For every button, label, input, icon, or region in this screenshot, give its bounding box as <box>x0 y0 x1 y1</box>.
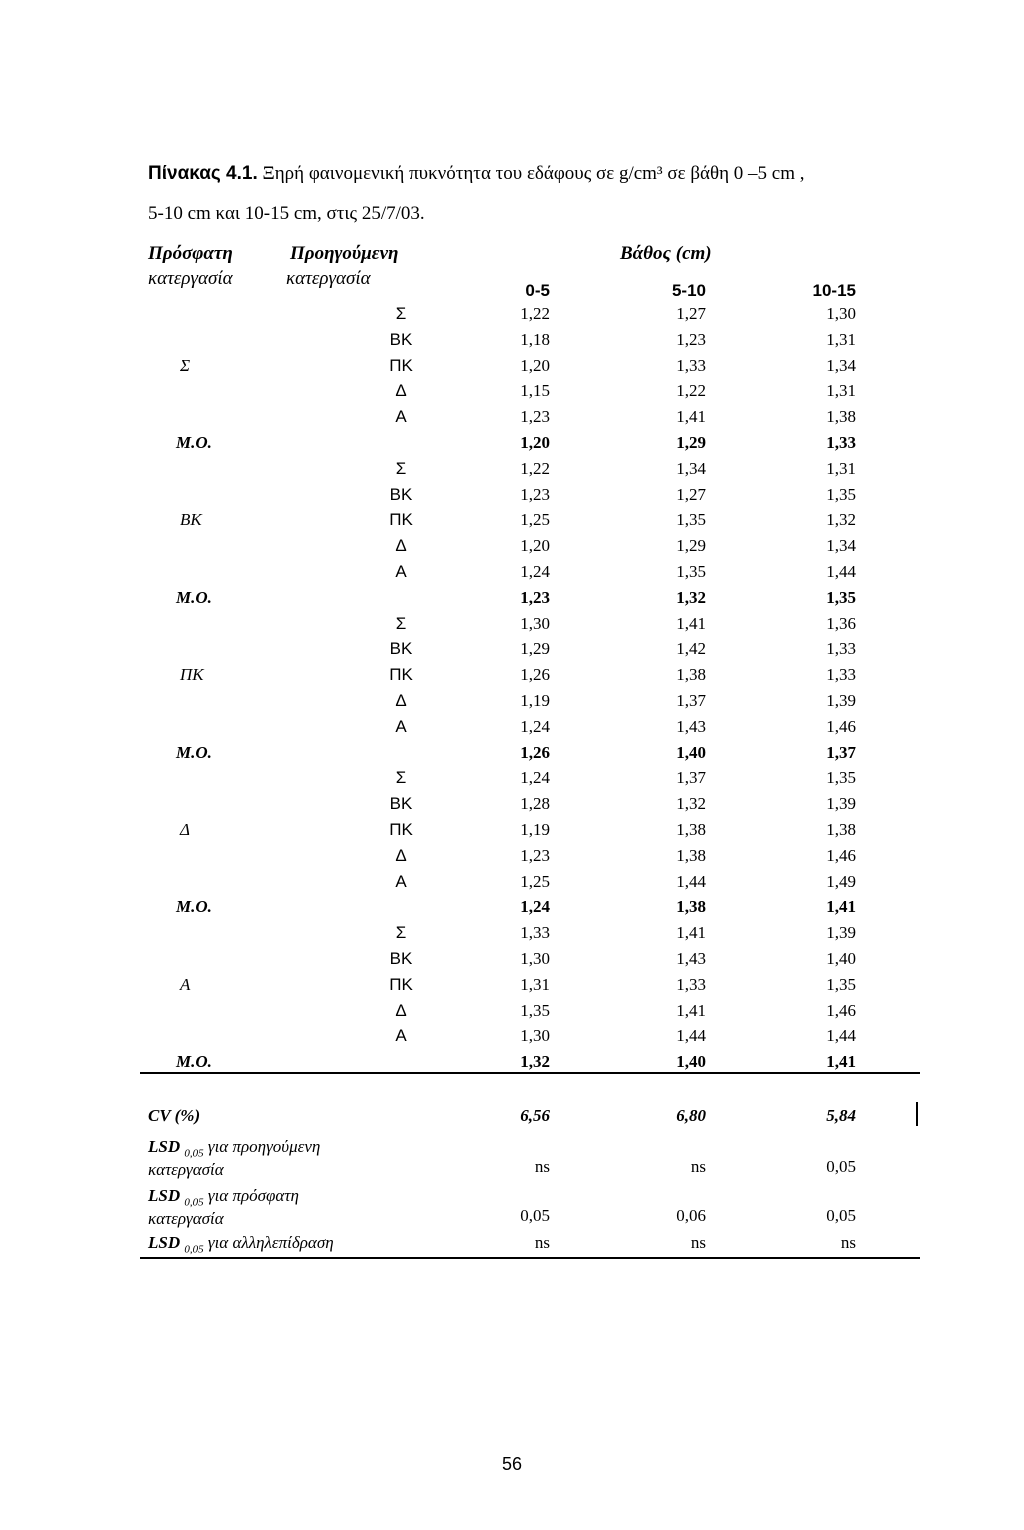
cell-depth-1: 1,26 <box>520 743 550 762</box>
table-row <box>0 820 1024 846</box>
header-depth: Βάθος (cm) <box>620 243 712 264</box>
cell-depth-1: 1,24 <box>520 717 550 736</box>
cell-depth-3: 1,44 <box>826 562 856 581</box>
mean-label: Μ.Ο. <box>176 433 212 452</box>
caption-text-1: Ξηρή φαινομενική πυκνότητα του εδάφους σε g/cm³ σε βάθη 0 –5 cm , <box>262 163 805 184</box>
cell-depth-2: 1,35 <box>676 510 706 529</box>
header-previous-line2: κατεργασία <box>286 268 371 289</box>
cell-depth-2: 1,32 <box>676 588 706 607</box>
cell-depth-1: 1,31 <box>520 975 550 994</box>
cell-depth-3: 1,44 <box>826 1026 856 1045</box>
previous-treatment-label: ΒΚ <box>389 949 413 968</box>
table-row <box>0 459 1024 485</box>
previous-treatment-label: ΒΚ <box>389 794 413 813</box>
cell-depth-1: 1,22 <box>520 304 550 323</box>
mean-row <box>0 588 1024 614</box>
table-row <box>0 1026 1024 1052</box>
mean-label: Μ.Ο. <box>176 1052 212 1071</box>
cell-depth-1: 1,32 <box>520 1052 550 1071</box>
cell-depth-3: 1,39 <box>826 691 856 710</box>
cell-depth-2: 1,29 <box>676 433 706 452</box>
table-row <box>0 562 1024 588</box>
cell-depth-2: 1,43 <box>676 717 706 736</box>
header-depth-0-5: 0-5 <box>525 281 550 300</box>
cell-depth-3: 1,32 <box>826 510 856 529</box>
previous-treatment-label: ΠΚ <box>389 356 413 375</box>
cell-depth-1: 1,23 <box>520 485 550 504</box>
previous-treatment-label: Σ <box>395 923 407 942</box>
cell-depth-1: 1,28 <box>520 794 550 813</box>
cell-depth-2: 1,42 <box>676 639 706 658</box>
cell-depth-3: 1,46 <box>826 717 856 736</box>
cell-depth-2: 1,23 <box>676 330 706 349</box>
cell-depth-1: 1,24 <box>520 897 550 916</box>
cell-depth-1: 1,26 <box>520 665 550 684</box>
table-row <box>0 691 1024 717</box>
previous-treatment-label: Α <box>395 1026 407 1045</box>
cell-depth-1: 1,30 <box>520 614 550 633</box>
cell-depth-2: 1,37 <box>676 768 706 787</box>
table-row <box>0 330 1024 356</box>
cell-depth-1: 1,23 <box>520 846 550 865</box>
cell-depth-2: 1,44 <box>676 872 706 891</box>
cell-depth-3: 1,37 <box>826 743 856 762</box>
cell-depth-3: 1,35 <box>826 975 856 994</box>
cell-depth-2: 1,38 <box>676 820 706 839</box>
cv-value-d3: 5,84 <box>826 1106 856 1125</box>
cv-value-d1: 6,56 <box>520 1106 550 1125</box>
cell-depth-2: 1,44 <box>676 1026 706 1045</box>
previous-treatment-label: ΠΚ <box>389 510 413 529</box>
mean-label: Μ.Ο. <box>176 743 212 762</box>
cell-depth-3: 1,49 <box>826 872 856 891</box>
previous-treatment-label: ΠΚ <box>389 820 413 839</box>
cell-depth-2: 1,41 <box>676 923 706 942</box>
cell-depth-1: 1,33 <box>520 923 550 942</box>
cell-depth-1: 1,20 <box>520 356 550 375</box>
mean-row <box>0 1052 1024 1078</box>
recent-treatment-label: Α <box>180 975 191 994</box>
mean-row <box>0 743 1024 769</box>
previous-treatment-label: Δ <box>395 1001 407 1020</box>
cell-depth-1: 1,23 <box>520 407 550 426</box>
cell-depth-3: 1,33 <box>826 639 856 658</box>
previous-treatment-label: ΒΚ <box>389 330 413 349</box>
previous-treatment-label: Δ <box>395 691 407 710</box>
cell-depth-1: 1,22 <box>520 459 550 478</box>
lsd-recent-d1: 0,05 <box>520 1206 550 1225</box>
cell-depth-2: 1,43 <box>676 949 706 968</box>
mean-label: Μ.Ο. <box>176 897 212 916</box>
cell-depth-3: 1,31 <box>826 381 856 400</box>
lsd-previous-d3: 0,05 <box>826 1157 856 1176</box>
cell-depth-3: 1,31 <box>826 459 856 478</box>
table-row <box>0 356 1024 382</box>
header-depth-10-15: 10-15 <box>812 281 856 300</box>
table-row <box>0 1001 1024 1027</box>
cell-depth-3: 1,36 <box>826 614 856 633</box>
cell-depth-3: 1,30 <box>826 304 856 323</box>
table-row <box>0 639 1024 665</box>
cell-depth-3: 1,40 <box>826 949 856 968</box>
cell-depth-2: 1,27 <box>676 304 706 323</box>
cell-depth-2: 1,35 <box>676 562 706 581</box>
table-row <box>0 949 1024 975</box>
cell-depth-1: 1,20 <box>520 536 550 555</box>
mean-label: Μ.Ο. <box>176 588 212 607</box>
header-recent-line2: κατεργασία <box>148 268 233 289</box>
cell-depth-2: 1,38 <box>676 897 706 916</box>
cell-depth-2: 1,34 <box>676 459 706 478</box>
lsd-previous-label: LSD $_{0,05}$ για προηγούμενη <box>148 1137 321 1160</box>
page-number: 56 <box>501 1454 523 1474</box>
recent-treatment-label: ΠΚ <box>180 665 204 684</box>
table-row <box>0 768 1024 794</box>
cell-depth-2: 1,38 <box>676 846 706 865</box>
cell-depth-2: 1,41 <box>676 1001 706 1020</box>
cell-depth-3: 1,38 <box>826 820 856 839</box>
cell-depth-2: 1,38 <box>676 665 706 684</box>
cell-depth-2: 1,27 <box>676 485 706 504</box>
cell-depth-3: 1,34 <box>826 356 856 375</box>
cell-depth-1: 1,18 <box>520 330 550 349</box>
cell-depth-1: 1,25 <box>520 872 550 891</box>
cell-depth-3: 1,39 <box>826 794 856 813</box>
table-row <box>0 923 1024 949</box>
cell-depth-1: 1,25 <box>520 510 550 529</box>
cell-depth-2: 1,33 <box>676 975 706 994</box>
lsd-interaction-d1: ns <box>534 1233 550 1252</box>
header-recent-line1: Πρόσφατη <box>148 243 233 264</box>
previous-treatment-label: Δ <box>395 381 407 400</box>
stats-bottom-rule <box>140 1257 920 1259</box>
cell-depth-1: 1,24 <box>520 768 550 787</box>
cell-depth-2: 1,37 <box>676 691 706 710</box>
recent-treatment-label: ΒΚ <box>180 510 202 529</box>
recent-treatment-label: Σ <box>180 356 191 375</box>
lsd-previous-d2: ns <box>690 1157 706 1176</box>
cell-depth-2: 1,29 <box>676 536 706 555</box>
cell-depth-3: 1,33 <box>826 433 856 452</box>
header-depth-5-10: 5-10 <box>671 281 706 300</box>
cell-depth-1: 1,30 <box>520 949 550 968</box>
cell-depth-3: 1,31 <box>826 330 856 349</box>
lsd-recent-label-2: κατεργασία <box>148 1209 224 1228</box>
table-row <box>0 872 1024 898</box>
cell-depth-3: 1,33 <box>826 665 856 684</box>
previous-treatment-label: ΒΚ <box>389 639 413 658</box>
previous-treatment-label: ΠΚ <box>389 665 413 684</box>
lsd-recent-d3: 0,05 <box>826 1206 856 1225</box>
lsd-previous-label-2: κατεργασία <box>148 1160 224 1179</box>
cell-depth-3: 1,38 <box>826 407 856 426</box>
previous-treatment-label: Δ <box>395 846 407 865</box>
lsd-previous-d1: ns <box>534 1157 550 1176</box>
cell-depth-3: 1,35 <box>826 485 856 504</box>
table-row <box>0 381 1024 407</box>
cell-depth-3: 1,34 <box>826 536 856 555</box>
cell-depth-2: 1,22 <box>676 381 706 400</box>
table-bottom-rule <box>140 1072 920 1074</box>
lsd-recent-label: LSD $_{0,05}$ για πρόσφατη <box>148 1186 299 1209</box>
cell-depth-1: 1,35 <box>520 1001 550 1020</box>
mean-row <box>0 433 1024 459</box>
cell-depth-3: 1,46 <box>826 846 856 865</box>
mean-row <box>0 897 1024 923</box>
table-row <box>0 975 1024 1001</box>
cell-depth-1: 1,19 <box>520 820 550 839</box>
cell-depth-1: 1,20 <box>520 433 550 452</box>
previous-treatment-label: Δ <box>395 536 407 555</box>
cell-depth-1: 1,23 <box>520 588 550 607</box>
table-row <box>0 407 1024 433</box>
table-row <box>0 846 1024 872</box>
cell-depth-2: 1,40 <box>676 1052 706 1071</box>
cell-depth-2: 1,33 <box>676 356 706 375</box>
lsd-interaction-d3: ns <box>840 1233 856 1252</box>
cell-depth-1: 1,19 <box>520 691 550 710</box>
table-caption-line1 <box>148 163 804 185</box>
table-row <box>0 510 1024 536</box>
previous-treatment-label: Σ <box>395 459 407 478</box>
cell-depth-3: 1,41 <box>826 1052 856 1071</box>
previous-treatment-label: ΠΚ <box>389 975 413 994</box>
lsd-interaction-d2: ns <box>690 1233 706 1252</box>
recent-treatment-label: Δ <box>180 820 190 839</box>
cv-value-d2: 6,80 <box>676 1106 706 1125</box>
cell-depth-2: 1,40 <box>676 743 706 762</box>
table-row <box>0 304 1024 330</box>
table-label: Πίνακας 4.1. <box>148 163 258 184</box>
previous-treatment-label: Α <box>395 872 407 891</box>
previous-treatment-label: Α <box>395 407 407 426</box>
table-row <box>0 794 1024 820</box>
cell-depth-3: 1,35 <box>826 588 856 607</box>
cell-depth-1: 1,24 <box>520 562 550 581</box>
cell-depth-3: 1,35 <box>826 768 856 787</box>
table-row <box>0 665 1024 691</box>
previous-treatment-label: Α <box>395 562 407 581</box>
cv-row-bar <box>916 1102 918 1126</box>
caption-text-2: 5-10 cm και 10-15 cm, στις 25/7/03. <box>148 203 425 224</box>
cell-depth-3: 1,41 <box>826 897 856 916</box>
cell-depth-2: 1,32 <box>676 794 706 813</box>
cell-depth-1: 1,15 <box>520 381 550 400</box>
table-row <box>0 614 1024 640</box>
cell-depth-3: 1,39 <box>826 923 856 942</box>
previous-treatment-label: Σ <box>395 768 407 787</box>
cell-depth-1: 1,30 <box>520 1026 550 1045</box>
lsd-recent-d2: 0,06 <box>676 1206 706 1225</box>
cell-depth-2: 1,41 <box>676 407 706 426</box>
cell-depth-1: 1,29 <box>520 639 550 658</box>
previous-treatment-label: Σ <box>395 614 407 633</box>
header-previous-line1: Προηγούμενη <box>290 243 399 264</box>
previous-treatment-label: ΒΚ <box>389 485 413 504</box>
table-row <box>0 536 1024 562</box>
lsd-interaction-label: LSD $_{0,05}$ για αλληλεπίδραση <box>148 1233 334 1256</box>
cell-depth-3: 1,46 <box>826 1001 856 1020</box>
cell-depth-2: 1,41 <box>676 614 706 633</box>
previous-treatment-label: Α <box>395 717 407 736</box>
table-row <box>0 485 1024 511</box>
previous-treatment-label: Σ <box>395 304 407 323</box>
cv-label: CV (%) <box>148 1106 201 1125</box>
table-row <box>0 717 1024 743</box>
